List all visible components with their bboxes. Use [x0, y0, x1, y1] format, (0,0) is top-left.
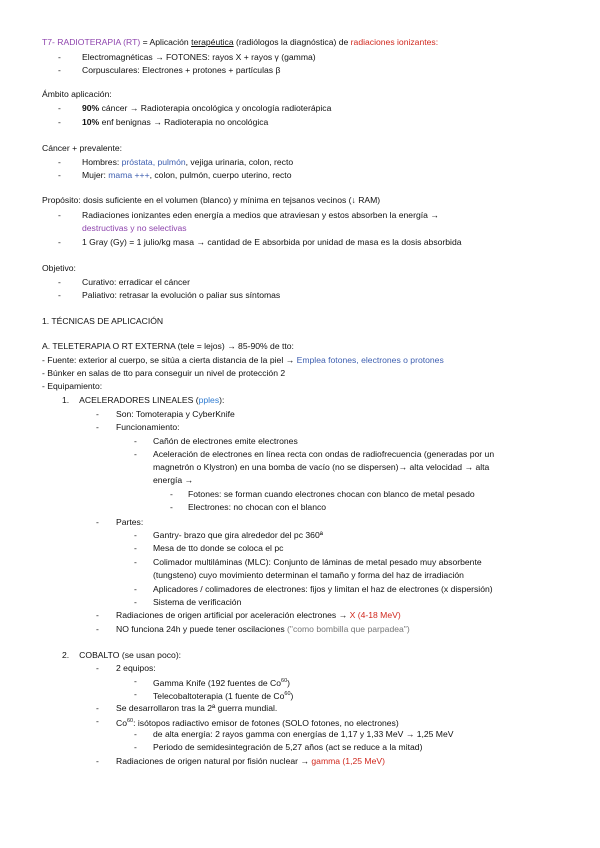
cobalto-title: 2. COBALTO (se usan poco): — [62, 650, 182, 660]
acel-mesa: - Mesa de tto donde se coloca el pc — [134, 543, 284, 553]
objetivo-item-1: - Curativo: erradicar el cáncer — [58, 277, 190, 287]
acel-no24h: - NO funciona 24h y puede tener oscilaciones ("como bombilla que parpadea") — [96, 624, 410, 634]
cobalto-natural: - Radiaciones de origen natural por fisión nuclear → gamma (1,25 MeV) — [96, 756, 385, 766]
cobalto-gamma-knife: - Gamma Knife (192 fuentes de Co$^{60}$) — [134, 676, 291, 688]
acel-fotones: - Fotones: se forman cuando electrones chocan con blanco de metal pesado — [170, 489, 475, 499]
proposito-item-1: - Radiaciones ionizantes eden energía a medios que atraviesan y estos absorben la energía → — [58, 210, 439, 220]
acel-aceleracion-cont2: energía → — [153, 475, 194, 485]
acel-mlc-cont: (tungsteno) cuyo movimiento determinan el tamaño y forma del haz de irradiación — [153, 570, 464, 580]
acel-aplicadores: - Aplicadores / colimadores de electrones: fijos y limitan el haz de electrones (x dispersión) — [134, 584, 493, 594]
cobalto-telecobalto: - Telecobaltoterapia (1 fuente de Co$^{60}$) — [134, 689, 294, 701]
acel-funcionamiento: - Funcionamiento: — [96, 422, 180, 432]
cobalto-isotopos: - Co$^{60}$: isótopos radiactivo emisor de fotones (SOLO fotones, no electrones) — [96, 716, 399, 728]
acel-partes: - Partes: — [96, 517, 144, 527]
bunker-line: - Búnker en salas de tto para conseguir un nivel de protección 2 — [42, 368, 286, 378]
acel-aceleracion: - Aceleración de electrones en línea recta con ondas de radiofrecuencia (generadas por un — [134, 449, 495, 459]
objetivo-item-2: - Paliativo: retrasar la evolución o paliar sus síntomas — [58, 290, 281, 300]
objetivo-heading: Objetivo: — [42, 263, 76, 273]
cancer-men: - Hombres: próstata, pulmón, vejiga urinaria, colon, recto — [58, 157, 294, 167]
cancer-heading: Cáncer + prevalente: — [42, 143, 123, 153]
acel-aceleracion-cont: magnetrón o Klystron) en una bomba de vacío (no se dispersen)→ alta velocidad → alta — [153, 462, 490, 472]
proposito-item-1-cont: destructivas y no selectivas — [82, 223, 187, 233]
cobalto-guerra: - Se desarrollaron tras la 2ª guerra mundial. — [96, 703, 278, 713]
ambito-item-2: - 10% enf benignas → Radioterapia no oncológica — [58, 117, 269, 127]
acel-gantry: - Gantry- brazo que gira alrededor del pc 360ª — [134, 530, 323, 540]
intro-item-2: - Corpusculares: Electrones + protones + partículas β — [58, 65, 281, 75]
section-heading: 1. TÉCNICAS DE APLICACIÓN — [42, 316, 164, 326]
aceleradores-title: 1. ACELERADORES LINEALES (pples): — [62, 395, 225, 405]
page-title: T7- RADIOTERAPIA (RT) = Aplicación terapéutica (radiólogos la diagnóstica) de radiaciones ionizantes: — [42, 37, 439, 47]
equipamiento-line: - Equipamiento: — [42, 381, 103, 391]
ambito-heading: Ámbito aplicación: — [42, 89, 112, 99]
acel-son: - Son: Tomoterapia y CyberKnife — [96, 409, 235, 419]
fuente-line: - Fuente: exterior al cuerpo, se sitúa a cierta distancia de la piel → Emplea fotones, electrones o protones — [42, 355, 444, 365]
proposito-item-2: - 1 Gray (Gy) = 1 julio/kg masa → cantidad de E absorbida por unidad de masa es la dosis absorbida — [58, 237, 462, 247]
cancer-women: - Mujer: mama +++, colon, pulmón, cuerpo uterino, recto — [58, 170, 292, 180]
cobalto-periodo: - Periodo de semidesintegración de 5,27 años (act se reduce a la mitad) — [134, 742, 423, 752]
ambito-item-1: - 90% cáncer → Radioterapia oncológica y oncología radioterápica — [58, 103, 332, 113]
proposito-heading: Propósito: dosis suficiente en el volumen (blanco) y mínima en tejsanos vecinos (↓ RAM) — [42, 195, 381, 205]
acel-electrones: - Electrones: no chocan con el blanco — [170, 502, 327, 512]
acel-canon: - Cañón de electrones emite electrones — [134, 436, 298, 446]
teleterapia-heading: A. TELETERAPIA O RT EXTERNA (tele = lejos) → 85-90% de tto: — [42, 341, 294, 351]
cobalto-equipos: - 2 equipos: — [96, 663, 156, 673]
acel-verificacion: - Sistema de verificación — [134, 597, 242, 607]
acel-mlc: - Colimador multiláminas (MLC): Conjunto de láminas de metal pesado muy absorbente — [134, 557, 482, 567]
intro-item-1: - Electromagnéticas → FOTONES: rayos X + rayos γ (gamma) — [58, 52, 316, 62]
acel-radiaciones: - Radiaciones de origen artificial por aceleración electrones → X (4-18 MeV) — [96, 610, 401, 620]
cobalto-alta-energia: - de alta energía: 2 rayos gamma con energías de 1,17 y 1,33 MeV → 1,25 MeV — [134, 729, 454, 739]
